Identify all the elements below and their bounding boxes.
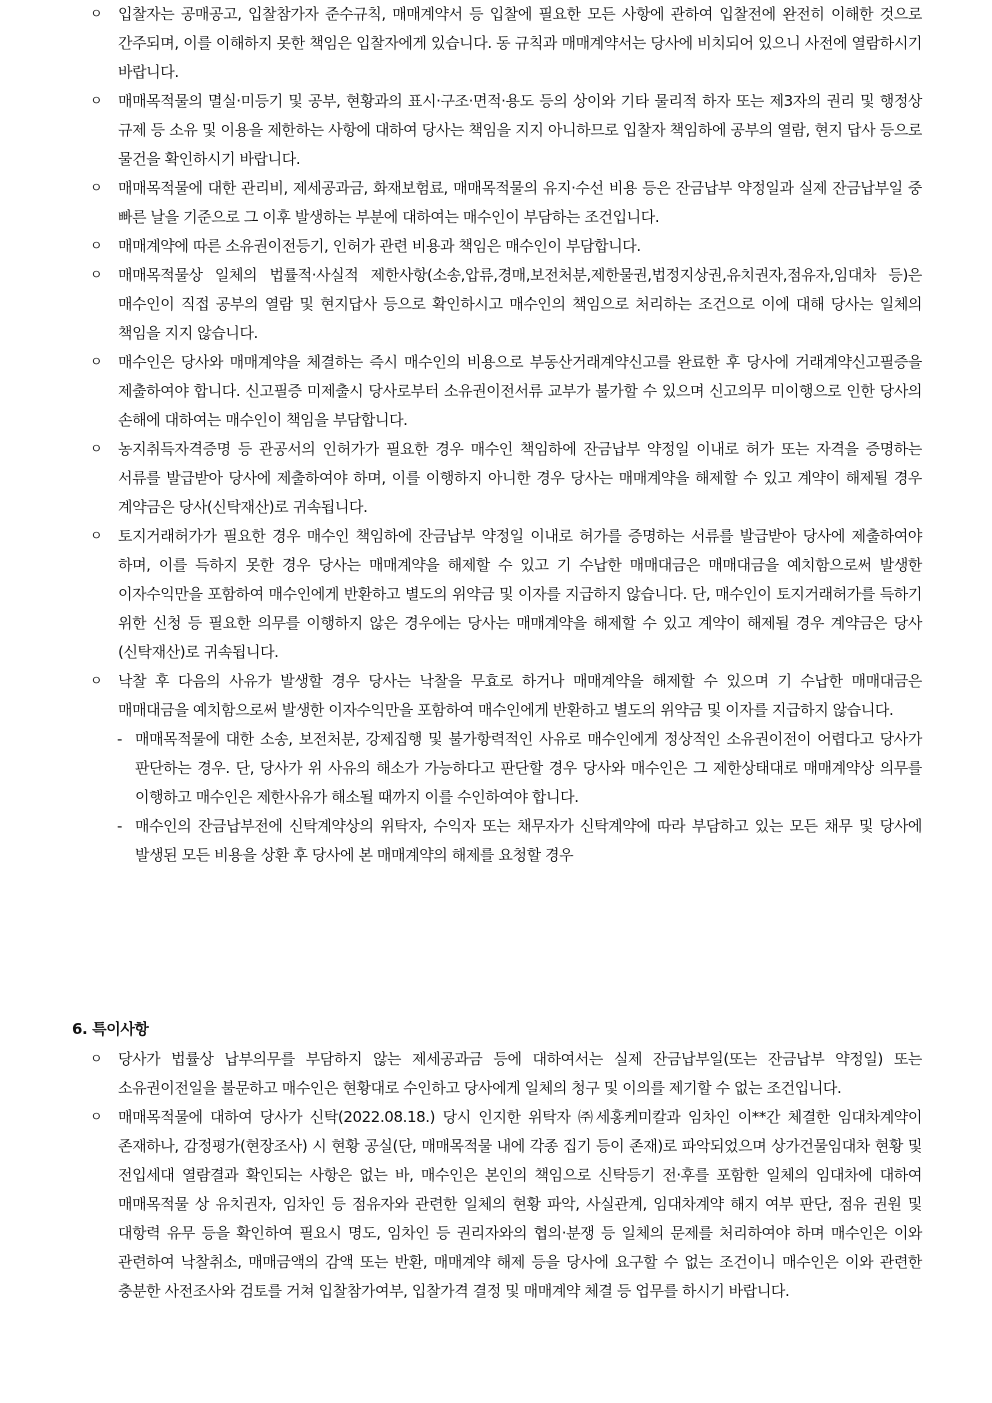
list-item xyxy=(90,348,922,435)
list-item xyxy=(90,1103,922,1306)
list-item xyxy=(90,522,922,667)
bullet-icon: ㅇ xyxy=(90,1052,103,1067)
section-heading: 6. 특이사항 xyxy=(72,1020,149,1038)
bullet-icon: ㅇ xyxy=(90,268,103,283)
list-item xyxy=(90,435,922,522)
list-item-text: 당사가 법률상 납부의무를 부담하지 않는 제세공과금 등에 대하여서는 실제 잔금납부일(또는 잔금납부 약정일) 또는 소유권이전일을 불문하고 매수인은 현황대로 수인하고 당사에게 일체의 청구 및 이의를 제기할 수 없는 조건입니다. xyxy=(118,1050,922,1097)
list-item-text: 농지취득자격증명 등 관공서의 인허가가 필요한 경우 매수인 책임하에 잔금납부 약정일 이내로 허가 또는 자격을 증명하는 서류를 발급받아 당사에 제출하여야 하며, 이를 이행하지 아니한 경우 당사는 매매계약을 해제할 수 있고 계약이 해제될 경우 계약금은 당사(신탁재산)로 귀속됩니다. xyxy=(118,440,922,516)
list-item xyxy=(90,174,922,232)
bullet-icon: ㅇ xyxy=(90,1110,103,1125)
list-item-text: 매매목적물상 일체의 법률적·사실적 제한사항(소송,압류,경매,보전처분,제한물권,법정지상권,유치권자,점유자,임대차 등)은 매수인이 직접 공부의 열람 및 현지답사 등으로 확인하시고 매수인의 책임으로 처리하는 조건으로 이에 대해 당사는 일체의 책임을 지지 않습니다. xyxy=(118,266,922,342)
list-item xyxy=(90,261,922,348)
bullet-icon: ㅇ xyxy=(90,442,103,457)
list-item-text: 매매목적물에 대하여 당사가 신탁(2022.08.18.) 당시 인지한 위탁자 ㈜세홍케미칼과 임차인 이**간 체결한 임대차계약이 존재하나, 감정평가(현장조사) 시 현황 공실(단, 매매목적물 내에 각종 집기 등이 존재)로 파악되었으며 상가건물임대차 현황 및 전입세대 열람결과 확인되는 사항은 없는 바, 매수인은 본인의 책임으로 신탁등기 전·후를 포함한 일체의 임대차에 대하여 매매목적물 상 유치권자, 임차인 등 점유자와 관련한 일체의 현황 파악, 사실관계, 임대차계약 해지 여부 판단, 점유 권원 및 대항력 유무 등을 확인하여 필요시 명도, 임차인 등 권리자와의 협의·분쟁 등 일체의 문제를 처리하여야 하며 매수인은 이와 관련하여 낙찰취소, 매매금액의 감액 또는 반환, 매매계약 해제 등을 당사에 요구할 수 없는 조건이니 매수인은 이와 관련한 충분한 사전조사와 검토를 거쳐 입찰참가여부, 입찰가격 결정 및 매매계약 체결 등 업무를 하시기 바랍니다. xyxy=(118,1108,922,1300)
sub-list-item xyxy=(117,725,922,812)
list-item xyxy=(90,87,922,174)
list-item-text: 입찰자는 공매공고, 입찰참가자 준수규칙, 매매계약서 등 입찰에 필요한 모든 사항에 관하여 입찰전에 완전히 이해한 것으로 간주되며, 이를 이해하지 못한 책임은 입찰자에게 있습니다. 동 규칙과 매매계약서는 당사에 비치되어 있으니 사전에 열람하시기 바랍니다. xyxy=(118,5,922,81)
sub-list-item-text: 매수인의 잔금납부전에 신탁계약상의 위탁자, 수익자 또는 채무자가 신탁계약에 따라 부담하고 있는 모든 채무 및 당사에 발생된 모든 비용을 상환 후 당사에 본 매매계약의 해제를 요청할 경우 xyxy=(135,817,922,864)
bullet-icon: ㅇ xyxy=(90,7,103,22)
bullet-icon: ㅇ xyxy=(90,94,103,109)
bullet-icon: ㅇ xyxy=(90,181,103,196)
list-item-text: 토지거래허가가 필요한 경우 매수인 책임하에 잔금납부 약정일 이내로 허가를 증명하는 서류를 발급받아 당사에 제출하여야 하며, 이를 득하지 못한 경우 당사는 매매계약을 해제할 수 있고 기 수납한 매매대금은 매매대금을 예치함으로써 발생한 이자수익만을 포함하여 매수인에게 반환하고 별도의 위약금 및 이자를 지급하지 않습니다. 단, 매수인이 토지거래허가를 득하기 위한 신청 등 필요한 의무를 이행하지 않은 경우에는 당사는 매매계약을 해제할 수 있고 계약이 해제될 경우 계약금은 당사(신탁재산)로 귀속됩니다. xyxy=(118,527,922,661)
sub-list-item xyxy=(117,812,922,870)
list-item xyxy=(90,667,922,725)
bullet-icon: ㅇ xyxy=(90,529,103,544)
list-item-text: 매매목적물에 대한 관리비, 제세공과금, 화재보험료, 매매목적물의 유지·수선 비용 등은 잔금납부 약정일과 실제 잔금납부일 중 빠른 날을 기준으로 그 이후 발생하는 부분에 대하여는 매수인이 부담하는 조건입니다. xyxy=(118,179,922,226)
sub-list-item-text: 매매목적물에 대한 소송, 보전처분, 강제집행 및 불가항력적인 사유로 매수인에게 정상적인 소유권이전이 어렵다고 당사가 판단하는 경우. 단, 당사가 위 사유의 해소가 가능하다고 판단할 경우 당사와 매수인은 그 제한상태대로 매매계약상 의무를 이행하고 매수인은 제한사유가 해소될 때까지 이를 수인하여야 합니다. xyxy=(135,730,922,806)
section-6 xyxy=(0,1020,922,1306)
list-item xyxy=(90,232,922,261)
dash-icon: - xyxy=(117,817,123,835)
bullet-icon: ㅇ xyxy=(90,239,103,254)
bullet-icon: ㅇ xyxy=(90,674,103,689)
list-item-text: 매매목적물의 멸실·미등기 및 공부, 현황과의 표시·구조·면적·용도 등의 상이와 기타 물리적 하자 또는 제3자의 권리 및 행정상 규제 등 소유 및 이용을 제한하는 사항에 대하여 당사는 책임을 지지 아니하므로 입찰자 책임하에 공부의 열람, 현지 답사 등으로 물건을 확인하시기 바랍니다. xyxy=(118,92,922,168)
list-item xyxy=(90,1045,922,1103)
list-item-text: 매수인은 당사와 매매계약을 체결하는 즉시 매수인의 비용으로 부동산거래계약신고를 완료한 후 당사에 거래계약신고필증을 제출하여야 합니다. 신고필증 미제출시 당사로부터 소유권이전서류 교부가 불가할 수 있으며 신고의무 미이행으로 인한 당사의 손해에 대하여는 매수인이 책임을 부담합니다. xyxy=(118,353,922,429)
list-item xyxy=(90,0,922,87)
dash-icon: - xyxy=(117,730,123,748)
list-item-text: 낙찰 후 다음의 사유가 발생할 경우 당사는 낙찰을 무효로 하거나 매매계약을 해제할 수 있으며 기 수납한 매매대금은 매매대금을 예치함으로써 발생한 이자수익만을 포함하여 매수인에게 반환하고 별도의 위약금 및 이자를 지급하지 않습니다. xyxy=(118,672,922,719)
bullet-icon: ㅇ xyxy=(90,355,103,370)
list-item-text: 매매계약에 따른 소유권이전등기, 인허가 관련 비용과 책임은 매수인이 부담합니다. xyxy=(118,237,641,255)
